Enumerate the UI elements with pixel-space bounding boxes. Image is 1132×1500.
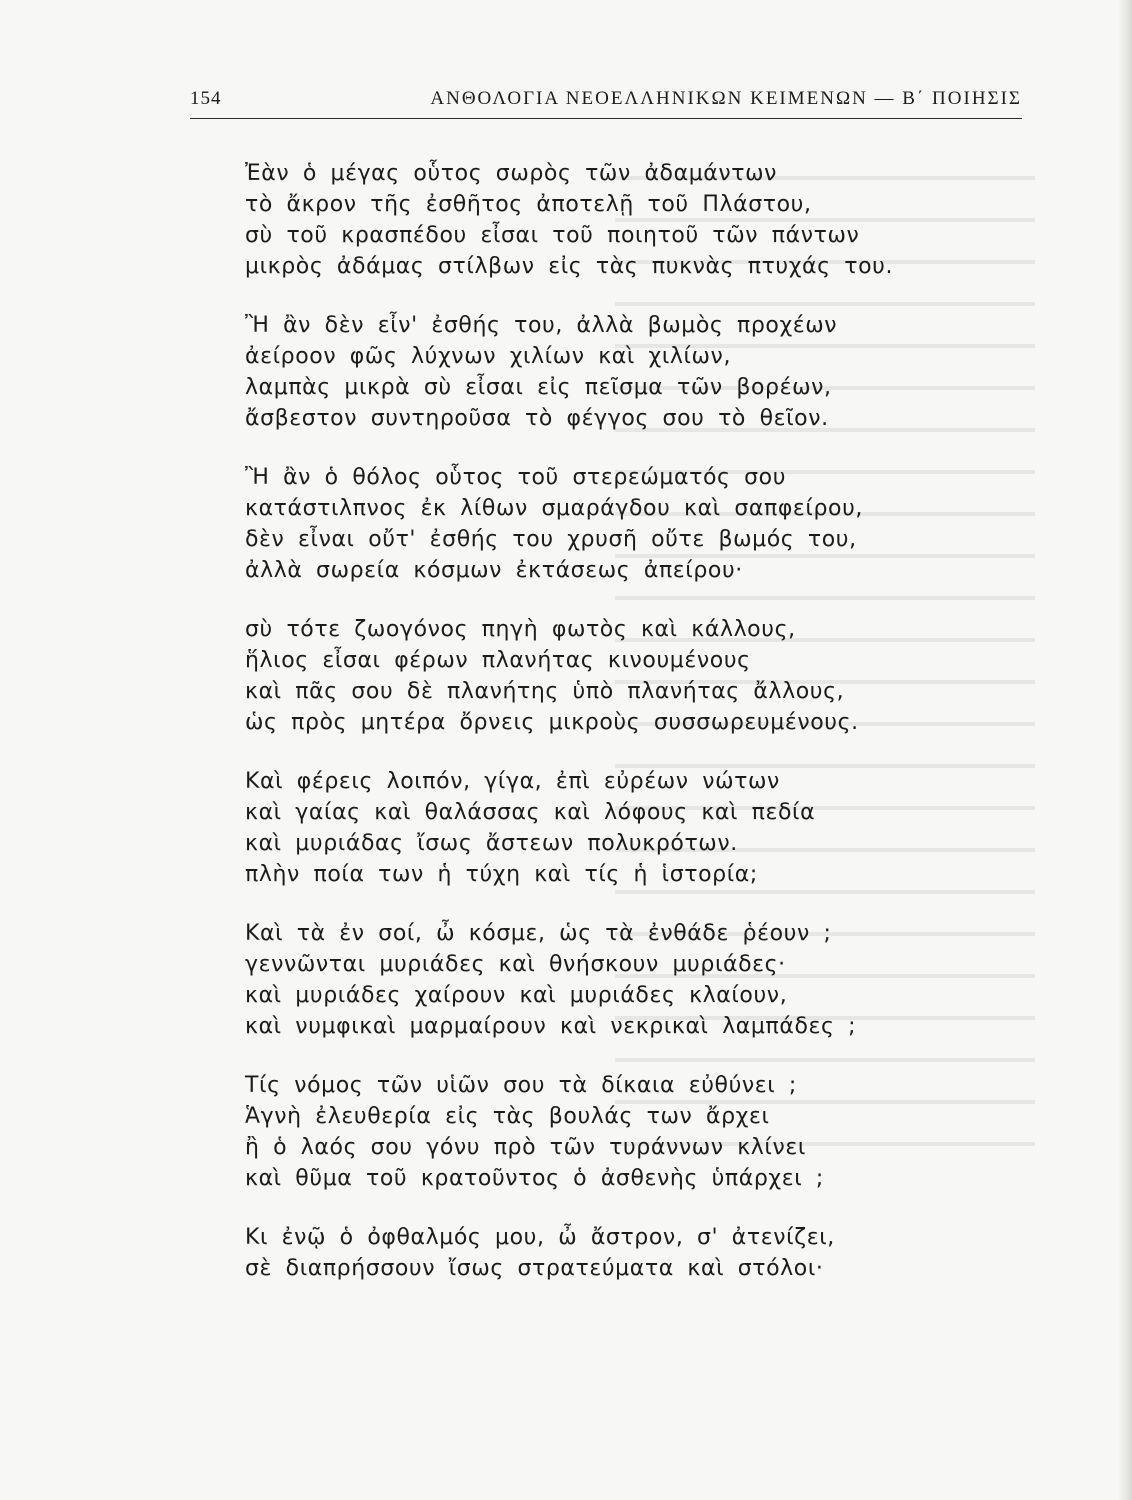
page-number: 154 bbox=[190, 88, 222, 109]
stanza-3 bbox=[245, 462, 1005, 586]
verse-line: σὺ τότε ζωογόνος πηγὴ φωτὸς καὶ κάλλους, bbox=[245, 617, 796, 642]
stanza-2 bbox=[245, 310, 1005, 434]
verse-line: σὺ τοῦ κρασπέδου εἶσαι τοῦ ποιητοῦ τῶν πάντων bbox=[245, 223, 860, 248]
stanza-6 bbox=[245, 918, 1005, 1042]
verse-line: Καὶ φέρεις λοιπόν, γίγα, ἐπὶ εὐρέων νώτων bbox=[245, 769, 780, 794]
verse-line: ἄσβεστον συντηροῦσα τὸ φέγγος σου τὸ θεῖον. bbox=[245, 406, 829, 431]
stanza-1 bbox=[245, 158, 1005, 282]
verse-line: μικρὸς ἀδάμας στίλβων εἰς τὰς πυκνὰς πτυχάς του. bbox=[245, 254, 894, 279]
verse-line: Ἢ ἂν δὲν εἶν' ἐσθής του, ἀλλὰ βωμὸς προχέων bbox=[245, 313, 838, 338]
verse-line: καὶ μυριάδες χαίρουν καὶ μυριάδες κλαίουν, bbox=[245, 983, 788, 1008]
verse-line: Ἢ ἂν ὁ θόλος οὗτος τοῦ στερεώματός σου bbox=[245, 465, 787, 490]
verse-line: κατάστιλπνος ἐκ λίθων σμαράγδου καὶ σαπφείρου, bbox=[245, 496, 864, 521]
page-edge-shadow bbox=[1118, 0, 1132, 1500]
stanza-8 bbox=[245, 1222, 1005, 1284]
verse-line: Ἐὰν ὁ μέγας οὗτος σωρὸς τῶν ἀδαμάντων bbox=[245, 161, 778, 186]
verse-line: ἀείροον φῶς λύχνων χιλίων καὶ χιλίων, bbox=[245, 344, 732, 369]
verse-line: τὸ ἄκρον τῆς ἐσθῆτος ἀποτελῇ τοῦ Πλάστου, bbox=[245, 192, 812, 217]
verse-line: δὲν εἶναι οὔτ' ἐσθής του χρυσῆ οὔτε βωμός του, bbox=[245, 527, 857, 552]
header-rule bbox=[190, 118, 1022, 119]
verse-line: καὶ γαίας καὶ θαλάσσας καὶ λόφους καὶ πεδία bbox=[245, 800, 816, 825]
verse-line: καὶ θῦμα τοῦ κρατοῦντος ὁ ἀσθενὴς ὑπάρχει ; bbox=[245, 1166, 824, 1191]
verse-line: ἀλλὰ σωρεία κόσμων ἐκτάσεως ἀπείρου· bbox=[245, 558, 743, 583]
verse-line: γεννῶνται μυριάδες καὶ θνήσκουν μυριάδες· bbox=[245, 952, 786, 977]
verse-line: ἥλιος εἶσαι φέρων πλανήτας κινουμένους bbox=[245, 648, 751, 673]
running-title: ΑΝΘΟΛΟΓΙΑ ΝΕΟΕΛΛΗΝΙΚΩΝ ΚΕΙΜΕΝΩΝ — Β΄ ΠΟΙΗΣΙΣ bbox=[430, 88, 1022, 109]
verse-line: Κι ἐνῷ ὁ ὀφθαλμός μου, ὦ ἄστρον, σ' ἀτενίζει, bbox=[245, 1225, 835, 1250]
verse-line: καὶ μυριάδας ἴσως ἄστεων πολυκρότων. bbox=[245, 831, 738, 856]
page-header bbox=[190, 84, 1022, 118]
verse-line: Τίς νόμος τῶν υἱῶν σου τὰ δίκαια εὐθύνει ; bbox=[245, 1073, 797, 1098]
verse-line: πλὴν ποία των ἡ τύχη καὶ τίς ἡ ἱστορία; bbox=[245, 862, 758, 887]
verse-line: λαμπὰς μικρὰ σὺ εἶσαι εἰς πεῖσμα τῶν βορέων, bbox=[245, 375, 832, 400]
poem-body bbox=[245, 158, 1005, 1312]
stanza-4 bbox=[245, 614, 1005, 738]
verse-line: ἢ ὁ λαός σου γόνυ πρὸ τῶν τυράννων κλίνει bbox=[245, 1135, 806, 1160]
stanza-5 bbox=[245, 766, 1005, 890]
verse-line: ὡς πρὸς μητέρα ὄρνεις μικροὺς συσσωρευμένους. bbox=[245, 710, 859, 735]
verse-line: σὲ διαπρήσσουν ἴσως στρατεύματα καὶ στόλοι· bbox=[245, 1256, 824, 1281]
verse-line: Καὶ τὰ ἐν σοί, ὦ κόσμε, ὡς τὰ ἐνθάδε ῥέουν ; bbox=[245, 921, 832, 946]
verse-line: καὶ πᾶς σου δὲ πλανήτης ὑπὸ πλανήτας ἄλλους, bbox=[245, 679, 845, 704]
verse-line: Ἁγνὴ ἐλευθερία εἰς τὰς βουλάς των ἄρχει bbox=[245, 1104, 770, 1129]
stanza-7 bbox=[245, 1070, 1005, 1194]
verse-line: καὶ νυμφικαὶ μαρμαίρουν καὶ νεκρικαὶ λαμπάδες ; bbox=[245, 1014, 857, 1039]
